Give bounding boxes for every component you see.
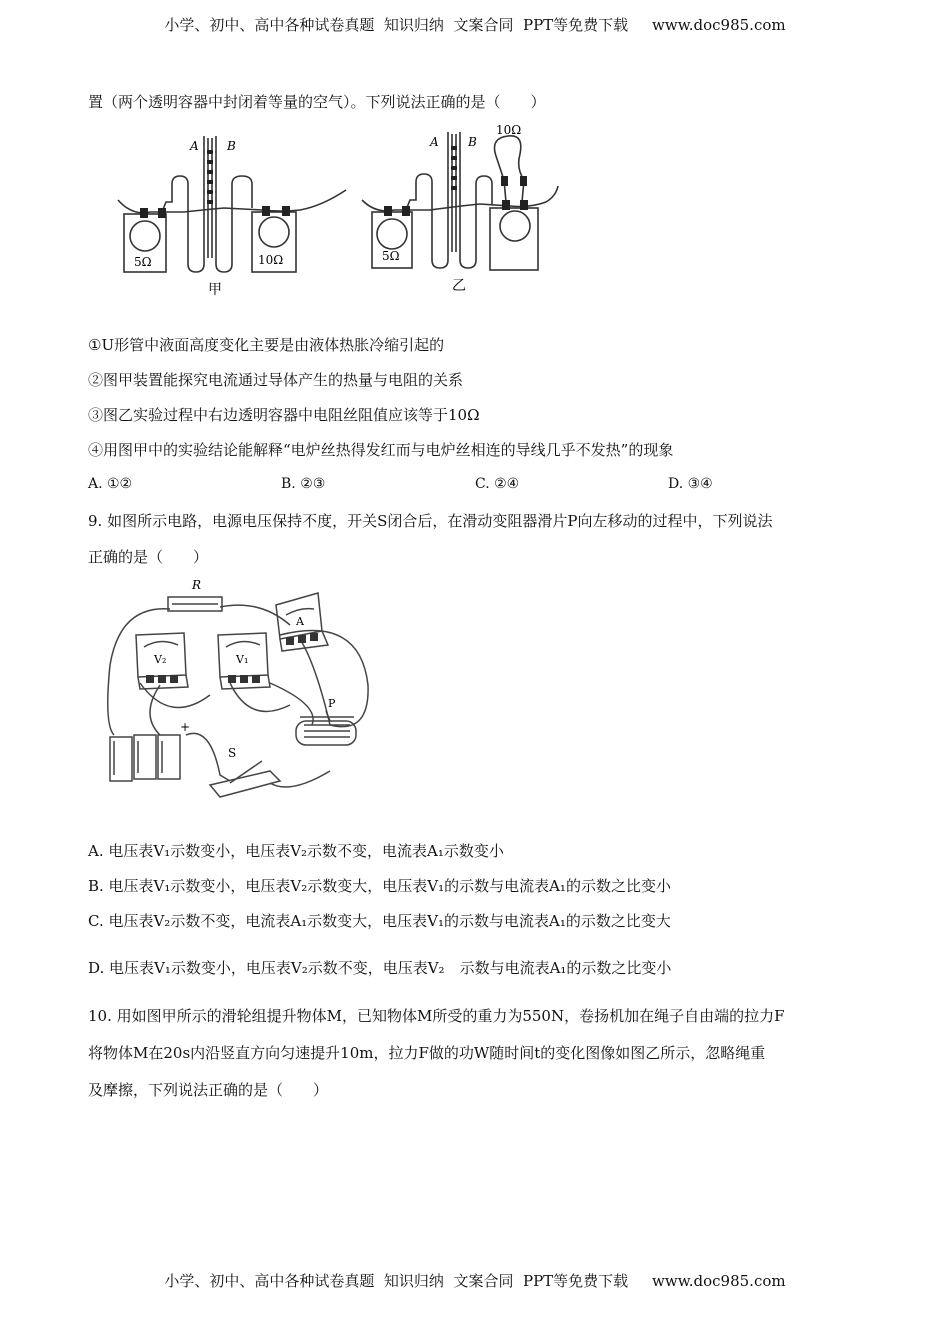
q8-option-a[interactable]: A. ①②: [88, 476, 133, 492]
q8-option-b[interactable]: B. ②③: [281, 476, 326, 492]
q9-label-v1: V₁: [236, 653, 249, 666]
q9-label-v2: V₂: [154, 653, 167, 666]
q8-statement-2: ②图甲装置能探究电流通过导体产生的热量与电阻的关系: [88, 371, 464, 389]
q8-statement-4: ④用图甲中的实验结论能解释“电炉丝热得发红而与电炉丝相连的导线几乎不发热”的现象: [88, 441, 674, 459]
q10-line2: 将物体M在20s内沿竖直方向匀速提升10m，拉力F做的功W随时间t的变化图像如图乙所示，忽略绳重: [88, 1044, 766, 1062]
q9-label-a: A: [296, 615, 304, 628]
jia-left-resistor: 5Ω: [134, 255, 152, 269]
q9-option-a[interactable]: A. 电压表V₁示数变小，电压表V₂示数不变，电流表A₁示数变小: [88, 842, 504, 860]
q8-figure-yi: [360, 120, 560, 295]
jia-label-b: B: [227, 139, 236, 153]
q8-statement-1: ①U形管中液面高度变化主要是由液体热胀冷缩引起的: [88, 336, 445, 354]
q9-option-c[interactable]: C. 电压表V₂示数不变，电流表A₁示数变大，电压表V₁的示数与电流表A₁的示数之比变大: [88, 912, 671, 930]
q8-option-d[interactable]: D. ③④: [668, 476, 713, 492]
q10-line1: 10. 用如图甲所示的滑轮组提升物体M，已知物体M所受的重力为550N，卷扬机加在绳子自由端的拉力F: [88, 1007, 785, 1025]
page-footer: 小学、初中、高中各种试卷真题 知识归纳 文案合同 PPT等免费下载 www.doc985.com: [164, 1272, 786, 1290]
yi-caption: 乙: [452, 278, 466, 294]
q8-stem: 置（两个透明容器中封闭着等量的空气）。下列说法正确的是（ ）: [88, 93, 546, 111]
q9-circuit-figure: [100, 575, 385, 815]
jia-label-a: A: [190, 139, 199, 153]
q8-figure-jia: [112, 128, 352, 298]
q8-option-c[interactable]: C. ②④: [475, 476, 520, 492]
q9-label-r: R: [192, 578, 202, 592]
yi-top-resistor: 10Ω: [496, 123, 522, 137]
q9-stem-line1: 9. 如图所示电路，电源电压保持不度，开关S闭合后，在滑动变阻器滑片P向左移动的过程中，下列说法: [88, 512, 773, 530]
yi-label-a: A: [430, 135, 439, 149]
q8-statement-3: ③图乙实验过程中右边透明容器中电阻丝阻值应该等于10Ω: [88, 406, 480, 424]
jia-caption: 甲: [208, 282, 222, 298]
yi-left-resistor: 5Ω: [382, 249, 400, 263]
jia-right-resistor: 10Ω: [258, 253, 284, 267]
yi-label-b: B: [468, 135, 477, 149]
q9-label-s: S: [228, 746, 237, 760]
q9-label-p: P: [328, 697, 336, 710]
q9-option-d[interactable]: D. 电压表V₁示数变小，电压表V₂示数不变，电压表V₂ 示数与电流表A₁的示数之比变小: [88, 959, 672, 977]
q9-label-plus: +: [180, 720, 191, 734]
q9-stem-line2: 正确的是（ ）: [88, 548, 209, 566]
q9-option-b[interactable]: B. 电压表V₁示数变小，电压表V₂示数变大，电压表V₁的示数与电流表A₁的示数之比变小: [88, 877, 671, 895]
q10-line3: 及摩擦，下列说法正确的是（ ）: [88, 1081, 329, 1099]
page-header: 小学、初中、高中各种试卷真题 知识归纳 文案合同 PPT等免费下载 www.doc985.com: [164, 16, 786, 34]
